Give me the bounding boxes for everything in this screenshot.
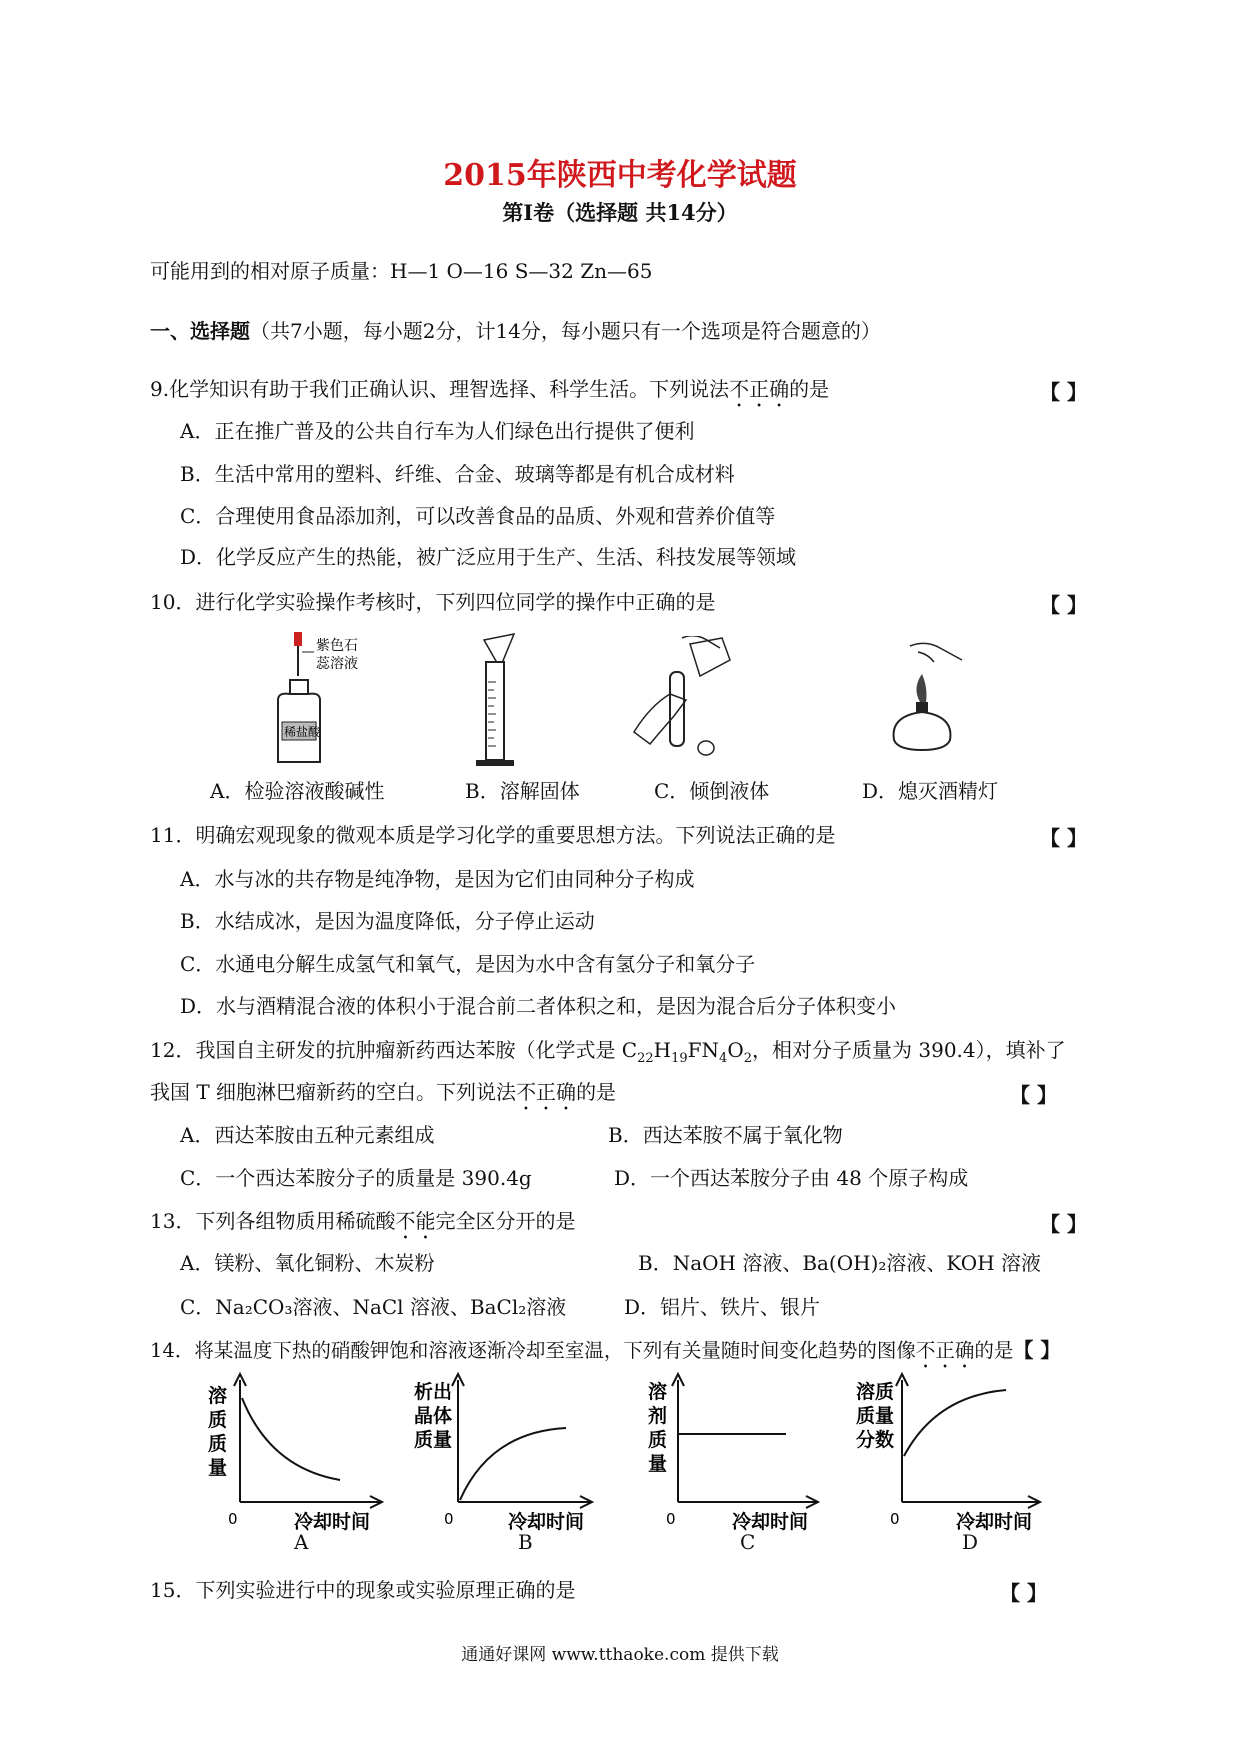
lamp-flame: [916, 674, 926, 702]
q13-stem-emphasis: 不能: [395, 1209, 436, 1233]
q11-option-c: C．水通电分解生成氢气和氧气，是因为水中含有氢分子和氧分子: [180, 952, 756, 976]
origin-label: 0: [666, 1510, 676, 1528]
lamp-body: [894, 712, 951, 750]
ylabel-2: 晶体: [414, 1405, 453, 1427]
formula-part: FN: [687, 1038, 720, 1062]
q10-option-c: C．倾倒液体: [654, 779, 770, 803]
atomic-masses: 可能用到的相对原子质量：H—1 O—16 S—32 Zn—65: [150, 259, 653, 283]
footer-source: 通通好课网 www.tthaoke.com 提供下载: [461, 1645, 779, 1665]
q13-option-a: A．镁粉、氧化铜粉、木炭粉: [180, 1251, 435, 1275]
q13-stem-end: 完全区分开的是: [435, 1209, 576, 1233]
q10-figure-alcohol-lamp: [870, 640, 980, 760]
cylinder-base: [476, 760, 514, 766]
ylabel-2: 质: [208, 1409, 228, 1431]
q10-option-d: D．熄灭酒精灯: [862, 779, 999, 803]
q13-option-b: B．NaOH 溶液、Ba(OH)₂溶液、KOH 溶液: [638, 1251, 1041, 1275]
q14-stem-emphasis: 不正确: [915, 1339, 975, 1362]
dropper-bulb: [294, 632, 302, 646]
q12-option-b: B．西达苯胺不属于氧化物: [608, 1123, 843, 1147]
q12-stem-emphasis: 不正确: [516, 1080, 577, 1104]
formula-part: O: [727, 1038, 744, 1062]
curve-b-increasing: [460, 1428, 566, 1500]
q14-graph-b-letter: B: [518, 1530, 533, 1554]
q12-stem-end: 的是: [576, 1080, 617, 1104]
ylabel-3: 质量: [414, 1429, 453, 1451]
formula-part: H: [653, 1038, 672, 1062]
q15-stem: 15．下列实验进行中的现象或实验原理正确的是: [150, 1578, 576, 1602]
curve-d-increasing: [904, 1390, 1006, 1456]
blowing-hand: [910, 643, 962, 662]
bottle-neck: [290, 680, 308, 694]
q9-stem-text: 9.化学知识有助于我们正确认识、理智选择、科学生活。下列说法: [150, 377, 730, 401]
q9-stem-end: 的是: [789, 377, 830, 401]
q12-stem-line2: [150, 1079, 616, 1115]
q10-stem: 10．进行化学实验操作考核时，下列四位同学的操作中正确的是: [150, 590, 716, 614]
q11-option-a: A．水与冰的共存物是纯净物，是因为它们由同种分子构成: [180, 867, 695, 891]
q14-answer-bracket: 【 】: [1013, 1338, 1061, 1362]
q10-option-a: A．检验溶液酸碱性: [210, 779, 385, 803]
ylabel-2: 质量: [856, 1405, 895, 1427]
ylabel-3: 质: [208, 1433, 228, 1455]
q14-graph-c-letter: C: [740, 1530, 756, 1554]
q13-option-c: C．Na₂CO₃溶液、NaCl 溶液、BaCl₂溶液: [180, 1295, 567, 1319]
formula-sub: 2: [743, 1051, 753, 1066]
q10-answer-bracket: 【 】: [1040, 593, 1087, 617]
ylabel-1: 溶: [648, 1381, 668, 1403]
ylabel-1: 析出: [414, 1381, 453, 1403]
dropper-label-bottom: 蕊溶液: [316, 656, 358, 672]
section-heading: [150, 318, 881, 344]
q9-option-b: B．生活中常用的塑料、纤维、合金、玻璃等都是有机合成材料: [180, 462, 735, 486]
q11-option-d: D．水与酒精混合液的体积小于混合前二者体积之和，是因为混合后分子体积变小: [180, 994, 897, 1018]
q14-graph-d-letter: D: [962, 1530, 979, 1554]
q9-stem-emphasis: 不正确: [729, 377, 790, 401]
q12-option-c: C．一个西达苯胺分子的质量是 390.4g: [180, 1166, 532, 1190]
xlabel: 冷却时间: [732, 1511, 809, 1533]
q11-answer-bracket: 【 】: [1040, 826, 1087, 850]
q12-option-a: A．西达苯胺由五种元素组成: [180, 1123, 435, 1147]
formula-sub: 22: [637, 1051, 654, 1066]
q12-stem-text: 我国 T 细胞淋巴瘤新药的空白。下列说法: [150, 1080, 517, 1104]
q9-answer-bracket: 【 】: [1040, 380, 1087, 404]
xlabel: 冷却时间: [508, 1511, 585, 1533]
q13-answer-bracket: 【 】: [1040, 1212, 1087, 1236]
dropper-label-top: 紫色石: [316, 638, 358, 654]
q14-graph-d: [856, 1372, 1046, 1542]
bottle-stopper: [698, 741, 714, 755]
ylabel-3: 分数: [856, 1429, 895, 1451]
bottle-label: 稀盐酸: [284, 725, 321, 739]
ylabel-1: 溶: [208, 1385, 228, 1407]
q10-figure-pouring-liquid: [630, 636, 740, 766]
q9-option-d: D．化学反应产生的热能，被广泛应用于生产、生活、科技发展等领域: [180, 545, 797, 569]
lamp-wick-holder: [916, 702, 928, 712]
q11-option-b: B．水结成冰，是因为温度降低，分子停止运动: [180, 909, 595, 933]
curve-a-decreasing: [242, 1398, 340, 1480]
q10-option-b: B．溶解固体: [465, 779, 580, 803]
q13-option-d: D．铝片、铁片、银片: [624, 1295, 821, 1319]
test-tube: [670, 672, 684, 746]
q12-option-d: D．一个西达苯胺分子由 48 个原子构成: [614, 1166, 969, 1190]
q14-stem: [150, 1337, 1060, 1373]
q9-stem: [150, 376, 829, 412]
q14-stem-text: 14．将某温度下热的硝酸钾饱和溶液逐渐冷却至室温，下列有关量随时间变化趋势的图像: [150, 1339, 916, 1362]
q10-figure-dropper-bottle: [270, 630, 390, 770]
q11-stem: 11．明确宏观现象的微观本质是学习化学的重要思想方法。下列说法正确的是: [150, 823, 836, 847]
q14-graph-a: [200, 1372, 390, 1542]
q9-option-c: C．合理使用食品添加剂，可以改善食品的品质、外观和营养价值等: [180, 504, 776, 528]
page-title: 2015年陕西中考化学试题: [443, 158, 797, 193]
ylabel-4: 量: [648, 1453, 668, 1475]
ylabel-4: 量: [208, 1457, 228, 1479]
section-desc: （共7小题，每小题2分，计14分，每小题只有一个选项是符合题意的）: [250, 319, 881, 343]
holding-hand: [634, 694, 686, 744]
q12-stem-text-end: ，相对分子质量为 390.4），填补了: [752, 1038, 1066, 1062]
section-title: 一、选择题: [150, 319, 250, 343]
q14-graph-a-letter: A: [294, 1530, 309, 1554]
formula-sub: 4: [719, 1051, 728, 1066]
reagent-bottle: [690, 638, 730, 676]
q12-stem-line1: [150, 1037, 1066, 1072]
page-subtitle: 第Ⅰ卷（选择题 共14分）: [502, 200, 738, 225]
q9-option-a: A．正在推广普及的公共自行车为人们绿色出行提供了便利: [180, 419, 695, 443]
q15-answer-bracket: 【 】: [1000, 1581, 1047, 1605]
ylabel-1: 溶质: [856, 1381, 895, 1403]
ylabel-3: 质: [648, 1429, 668, 1451]
q13-stem-text: 13．下列各组物质用稀硫酸: [150, 1209, 396, 1233]
q10-figure-graduated-cylinder: [470, 632, 540, 772]
xlabel: 冷却时间: [294, 1511, 371, 1533]
origin-label: 0: [890, 1510, 900, 1528]
ylabel-2: 剂: [648, 1405, 668, 1427]
formula-sub: 19: [671, 1051, 688, 1066]
origin-label: 0: [444, 1510, 454, 1528]
q13-stem: [150, 1208, 575, 1244]
q14-stem-end: 的是: [974, 1339, 1014, 1362]
q14-graph-c: [636, 1372, 826, 1542]
cylinder-body: [486, 662, 504, 760]
xlabel: 冷却时间: [956, 1511, 1033, 1533]
q12-stem-text: 12．我国自主研发的抗肿瘤新药西达苯胺（化学式是 C: [150, 1038, 638, 1062]
q12-answer-bracket: 【 】: [1010, 1083, 1057, 1107]
q14-graph-b: [410, 1372, 600, 1542]
origin-label: 0: [228, 1510, 238, 1528]
